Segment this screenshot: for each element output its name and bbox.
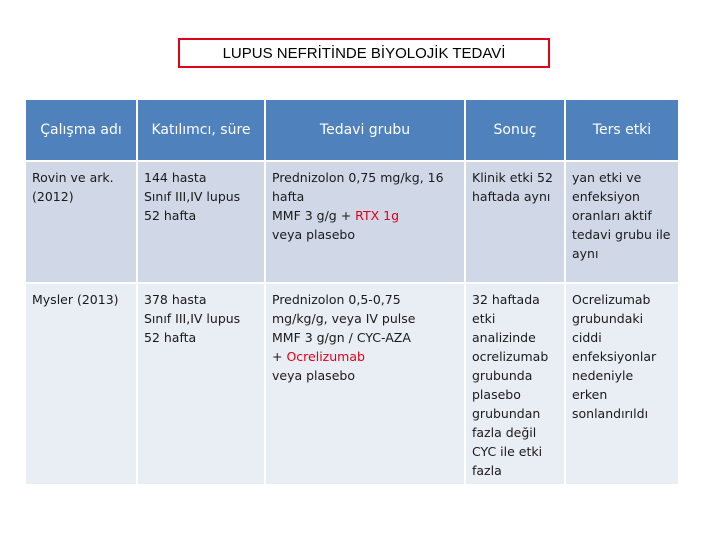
slide-title: LUPUS NEFRİTİNDE BİYOLOJİK TEDAVİ: [178, 38, 550, 68]
text-line: grubundan: [472, 406, 541, 421]
cell-adverse: [565, 161, 678, 283]
text-line: grubundaki ciddi: [572, 311, 644, 345]
header-result: Sonuç: [465, 100, 565, 161]
text-line: haftada aynı: [472, 189, 551, 204]
text-line: Ocrelizumab: [572, 292, 651, 307]
text-line: Prednizolon 0,75 mg/kg, 16: [272, 170, 444, 185]
text-line: fazla değil: [472, 425, 537, 440]
text-line: Mysler (2013): [32, 292, 119, 307]
text-line: hafta: [272, 189, 305, 204]
cell-study: [26, 283, 137, 484]
text-segment: MMF 3 g/g +: [272, 208, 356, 223]
text-line: Rovin ve ark.: [32, 170, 114, 185]
cell-result: [465, 283, 565, 484]
text-line: Sınıf III,IV lupus: [144, 311, 241, 326]
cell-treatment: [265, 161, 465, 283]
text-line: [272, 347, 458, 366]
text-line: 144 hasta: [144, 170, 207, 185]
study-table: [26, 100, 678, 484]
text-line: [272, 206, 458, 225]
text-line: Sınıf III,IV lupus: [144, 189, 241, 204]
text-line: etki: [472, 311, 496, 326]
text-line: 52 hafta: [144, 330, 197, 345]
text-line: 52 hafta: [144, 208, 197, 223]
text-line: Klinik etki 52: [472, 170, 553, 185]
cell-adverse: [565, 283, 678, 484]
table-row: [26, 161, 678, 283]
text-line: aynı: [572, 246, 599, 261]
text-line: 32 haftada: [472, 292, 540, 307]
text-line: yan etki ve: [572, 170, 642, 185]
text-line: MMF 3 g/gn / CYC-AZA: [272, 330, 411, 345]
text-line: sonlandırıldı: [572, 406, 649, 421]
header-treatment-group: Tedavi grubu: [265, 100, 465, 161]
text-line: ocrelizumab: [472, 349, 549, 364]
text-line: CYC ile etki: [472, 444, 543, 459]
header-adverse-effect: Ters etki: [565, 100, 678, 161]
text-line: (2012): [32, 189, 74, 204]
header-participants: Katılımcı, süre: [137, 100, 265, 161]
text-line: Prednizolon 0,5-0,75: [272, 292, 401, 307]
text-line: 378 hasta: [144, 292, 207, 307]
drug-highlight: Ocrelizumab: [286, 349, 365, 364]
text-line: grubunda: [472, 368, 533, 383]
text-line: veya plasebo: [272, 227, 355, 242]
text-line: plasebo: [472, 387, 521, 402]
text-line: enfeksiyon: [572, 189, 640, 204]
text-line: tedavi grubu ile: [572, 227, 671, 242]
cell-participants: [137, 161, 265, 283]
cell-result: [465, 161, 565, 283]
cell-treatment: [265, 283, 465, 484]
table-row: [26, 283, 678, 484]
text-line: mg/kg/g, veya IV pulse: [272, 311, 416, 326]
text-line: fazla: [472, 463, 502, 478]
text-line: nedeniyle erken: [572, 368, 634, 402]
cell-study: [26, 161, 137, 283]
text-line: enfeksiyonlar: [572, 349, 657, 364]
cell-participants: [137, 283, 265, 484]
text-segment: +: [272, 349, 287, 364]
header-study-name: Çalışma adı: [26, 100, 137, 161]
text-line: veya plasebo: [272, 368, 355, 383]
text-line: analizinde: [472, 330, 536, 345]
header-row: [26, 100, 678, 161]
drug-highlight: RTX 1g: [355, 208, 400, 223]
text-line: oranları aktif: [572, 208, 652, 223]
